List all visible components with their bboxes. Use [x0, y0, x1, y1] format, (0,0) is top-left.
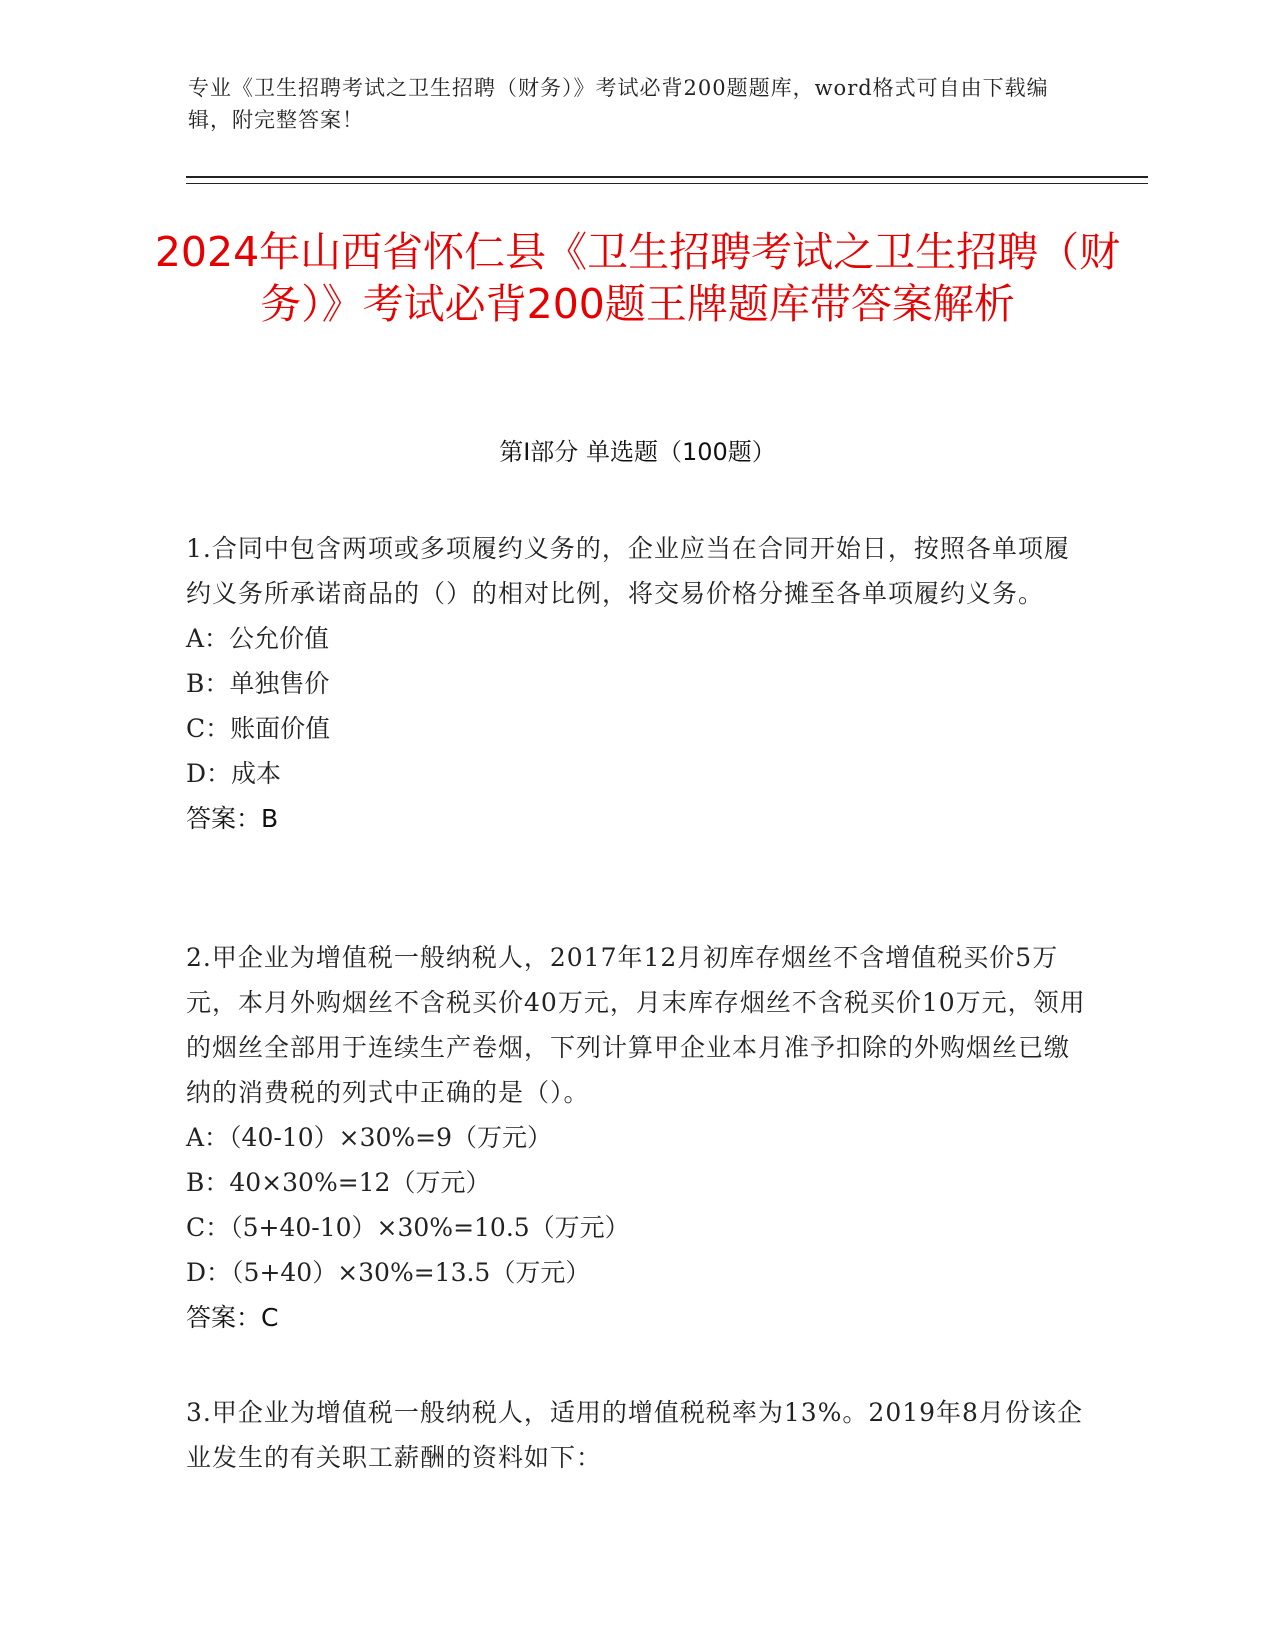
- option-d: D：（5+40）×30%=13.5（万元）: [186, 1258, 591, 1287]
- option-c: C：（5+40-10）×30%=10.5（万元）: [186, 1213, 630, 1242]
- question-3: [186, 1390, 1086, 1480]
- option-d: D：成本: [186, 759, 282, 788]
- header-note: 专业《卫生招聘考试之卫生招聘（财务）》考试必背200题题库，word格式可自由下载编辑，附完整答案！: [188, 76, 1049, 132]
- answer: 答案：C: [186, 1303, 279, 1332]
- header-divider-thin: [186, 183, 1148, 184]
- option-a: A：公允价值: [186, 624, 330, 653]
- option-b: B：单独售价: [186, 669, 330, 698]
- question-text: 1.合同中包含两项或多项履约义务的，企业应当在合同开始日，按照各单项履约义务所承诺商品的（）的相对比例，将交易价格分摊至各单项履约义务。: [186, 534, 1070, 608]
- question-text: 3.甲企业为增值税一般纳税人，适用的增值税税率为13%。2019年8月份该企业发生的有关职工薪酬的资料如下：: [186, 1398, 1083, 1472]
- question-1: [186, 526, 1086, 841]
- question-2: [186, 935, 1086, 1340]
- document-title: 2024年山西省怀仁县《卫生招聘考试之卫生招聘（财务）》考试必背200题王牌题库带答案解析: [154, 228, 1121, 328]
- option-b: B：40×30%=12（万元）: [186, 1168, 491, 1197]
- header-divider-thick: [186, 176, 1148, 178]
- option-c: C：账面价值: [186, 714, 331, 743]
- answer: 答案：B: [186, 804, 279, 833]
- option-a: A：（40-10）×30%=9（万元）: [186, 1123, 552, 1152]
- section-heading: 第I部分 单选题（100题）: [499, 438, 776, 466]
- question-text: 2.甲企业为增值税一般纳税人，2017年12月初库存烟丝不含增值税买价5万元，本月外购烟丝不含税买价40万元，月末库存烟丝不含税买价10万元，领用的烟丝全部用于连续生产卷烟，下列计算甲企业本月准予扣除的外购烟丝已缴纳的消费税的列式中正确的是（）。: [186, 943, 1086, 1107]
